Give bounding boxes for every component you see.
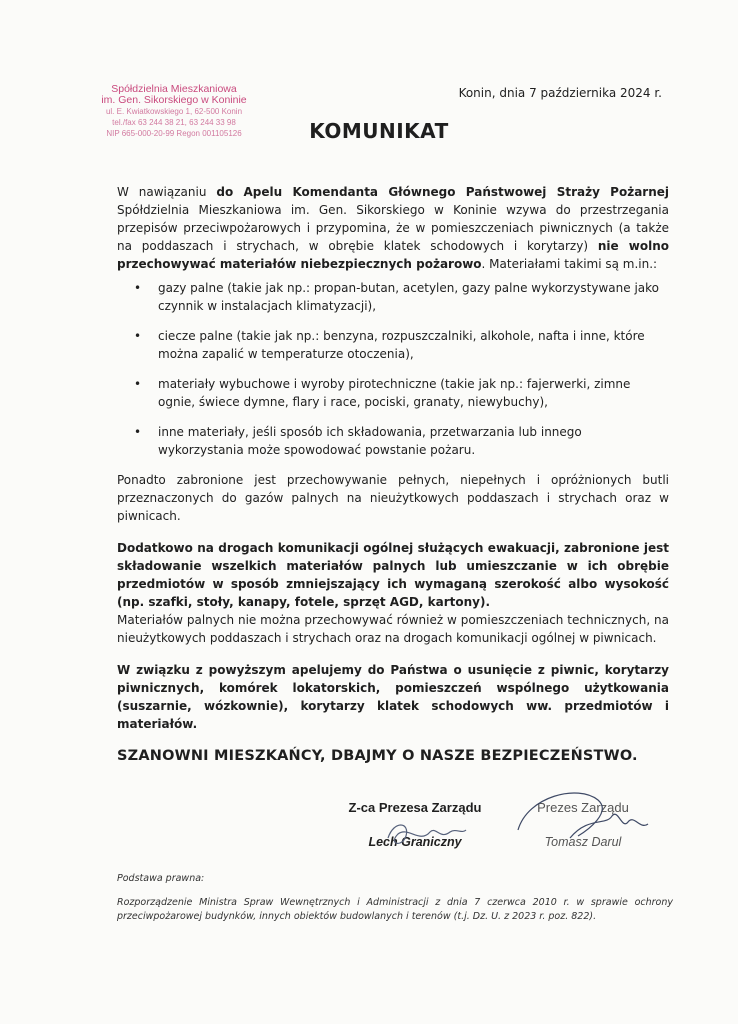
stamp-line-phone: tel./fax 63 244 38 21, 63 244 33 98 [112,118,236,127]
document-body [117,183,669,765]
legal-basis-label: Podstawa prawna: [117,873,205,884]
materials-list [117,279,669,459]
intro-paragraph [117,183,669,273]
list-item: • inne materiały, jeśli sposób ich składowania, przetwarzania lub innego wykorzystania może spowodować powstanie pożaru. [117,423,669,459]
intro-bold-2: nie wolno przechowywać materiałów niebezpiecznych pożarowo [117,239,670,271]
list-item: • ciecze palne (takie jak np.: benzyna, rozpuszczalniki, alkohole, nafta i inne, które można zapalić w temperaturze otoczenia), [117,327,669,363]
safety-appeal-heading: SZANOWNI MIESZKAŃCY, DBAJMY O NASZE BEZPIECZEŃSTWO. [117,748,638,764]
list-item: • materiały wybuchowe i wyroby pirotechniczne (takie jak np.: fajerwerki, zimne ognie, świece dymne, flary i race, pociski, granaty, niewybuchy), [117,375,669,411]
stamp-line-subname: im. Gen. Sikorskiego w Koninie [101,94,247,106]
list-item: • gazy palne (takie jak np.: propan-butan, acetylen, gazy palne wykorzystywane jako czynnik w instalacjach klimatyzacji), [117,279,669,315]
signature-president [508,800,658,849]
signatures [340,800,660,870]
gas-cylinders-paragraph: Ponadto zabronione jest przechowywanie pełnych, niepełnych i opróżnionych butli przeznaczonych do gazów palnych na nieużytkowych poddaszach i strychach oraz w piwnicach. [117,473,669,523]
technical-rooms-paragraph: Materiałów palnych nie można przechowywać również w pomieszczeniach technicznych, na nieużytkowych poddaszach i strychach oraz na drogach komunikacji ogólnej w piwnicach. [117,613,669,645]
intro-bold-1: do Apelu Komendanta Głównego Państwowej Straży Pożarnej [216,185,670,199]
stamp-line-address: ul. E. Kwiatkowskiego 1, 62-500 Konin [105,107,243,116]
legal-basis [117,872,673,924]
signature-name-right: Tomasz Darul [544,835,622,849]
document-date: Konin, dnia 7 października 2024 r. [458,86,662,100]
appeal-paragraph: W związku z powyższym apelujemy do Państwa o usunięcie z piwnic, korytarzy piwnicznych, komórek lokatorskich, pomieszczeń wspólnego użytkowania (suszarnie, wózkownie), korytarzy klatek schodowych ww. przedmiotów i materiałów. [117,663,669,731]
evacuation-routes-paragraph: Dodatkowo na drogach komunikacji ogólnej służących ewakuacji, zabronione jest składowanie wszelkich materiałów palnych lub umieszczanie w ich obrębie przedmiotów w sposób zmniejszający ich wymaganą szerokość albo wysokość (np. szafki, stoły, kanapy, fotele, sprzęt AGD, kartony). [117,541,669,609]
signature-name-left: Lech Graniczny [368,835,462,849]
intro-text-2: Spółdzielnia Mieszkaniowa im. Gen. Sikorskiego w Koninie wzywa do przestrzegania przepisów przeciwpożarowych i przypomina, że w pomieszczeniach piwnicznych (a także na poddaszach i strychach, w obrębie klatek schodowych i korytarzy) [117,203,669,253]
signature-vice-president [340,800,490,849]
intro-text-1: W nawiązaniu [117,185,217,199]
signature-role-left: Z-ca Prezesa Zarządu [348,800,482,815]
stamp-line-name: Spółdzielnia Mieszkaniowa [111,83,237,95]
legal-basis-text: Rozporządzenie Ministra Spraw Wewnętrznych i Administracji z dnia 7 czerwca 2010 r. w sprawie ochrony przeciwpożarowej budynków, innych obiektów budowlanych i terenów (t.j. Dz. U. z 2023 r. poz. 822). [117,897,673,922]
page-title: KOMUNIKAT [309,119,449,143]
signature-role-right: Prezes Zarządu [537,800,629,815]
stamp-line-ids: NIP 665-000-20-99 Regon 001105126 [106,129,242,138]
intro-text-3: . Materiałami takimi są m.in.: [481,257,658,271]
